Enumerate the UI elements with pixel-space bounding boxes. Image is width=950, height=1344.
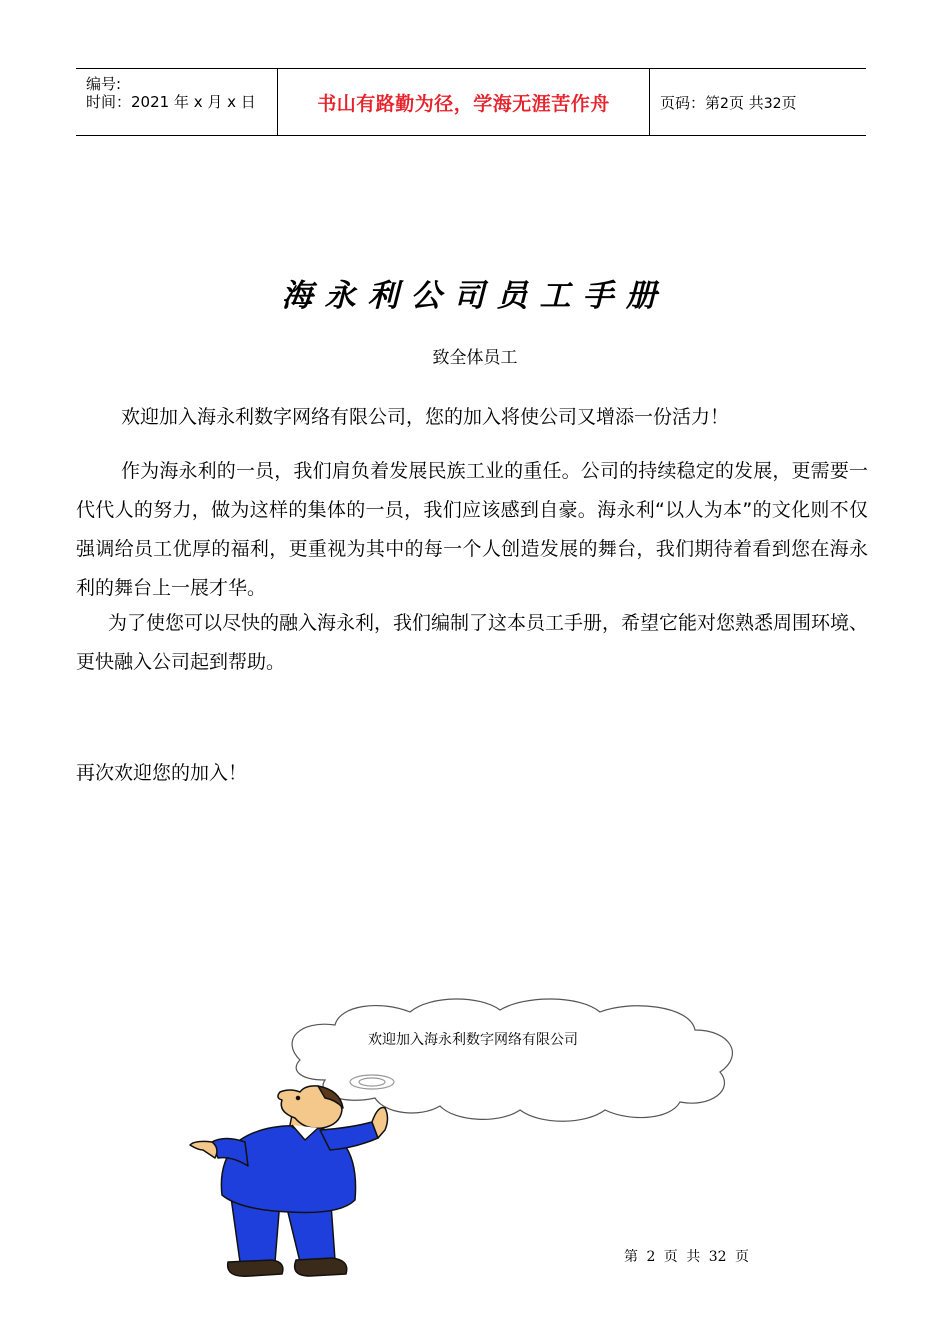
header-page-total: 32 <box>763 95 782 112</box>
thought-cloud-icon <box>292 999 732 1121</box>
cloud-welcome-text: 欢迎加入海永利数字网络有限公司 <box>368 1032 578 1048</box>
document-time-label: 时间：2021 年 x 月 x 日 <box>86 93 256 111</box>
page-footer: 第 2 页 共 32 页 <box>624 1249 749 1265</box>
paragraph-welcome: 欢迎加入海永利数字网络有限公司，您的加入将使公司又增添一份活力！ <box>121 406 730 428</box>
header-page-code: 页码：第2页 共32页 <box>660 93 797 112</box>
header-page-current: 2 <box>720 95 729 112</box>
paragraph-mission: 作为海永利的一员，我们肩负着发展民族工业的重任。公司的持续稳定的发展，更需要一代代人的努力，做为这样的集体的一员，我们应该感到自豪。海永利“以人为本”的文化则不仅强调给员工优厚的福利，更重视为其中的每一个人创造发展的舞台，我们期待着看到您在海永利的舞台上一展才华。 <box>76 460 868 599</box>
header-motto: 书山有路勤为径，学海无涯苦作舟 <box>317 92 610 115</box>
document-number-label: 编号: <box>86 75 122 93</box>
document-subtitle: 致全体员工 <box>432 348 518 368</box>
welcoming-man-icon <box>190 1086 388 1276</box>
document-title: 海永利公司员工手册 <box>281 278 669 314</box>
paragraph-purpose: 为了使您可以尽快的融入海永利，我们编制了这本员工手册，希望它能对您熟悉周围环境、更快融入公司起到帮助。 <box>76 612 869 673</box>
paragraph-closing: 再次欢迎您的加入！ <box>76 762 248 784</box>
